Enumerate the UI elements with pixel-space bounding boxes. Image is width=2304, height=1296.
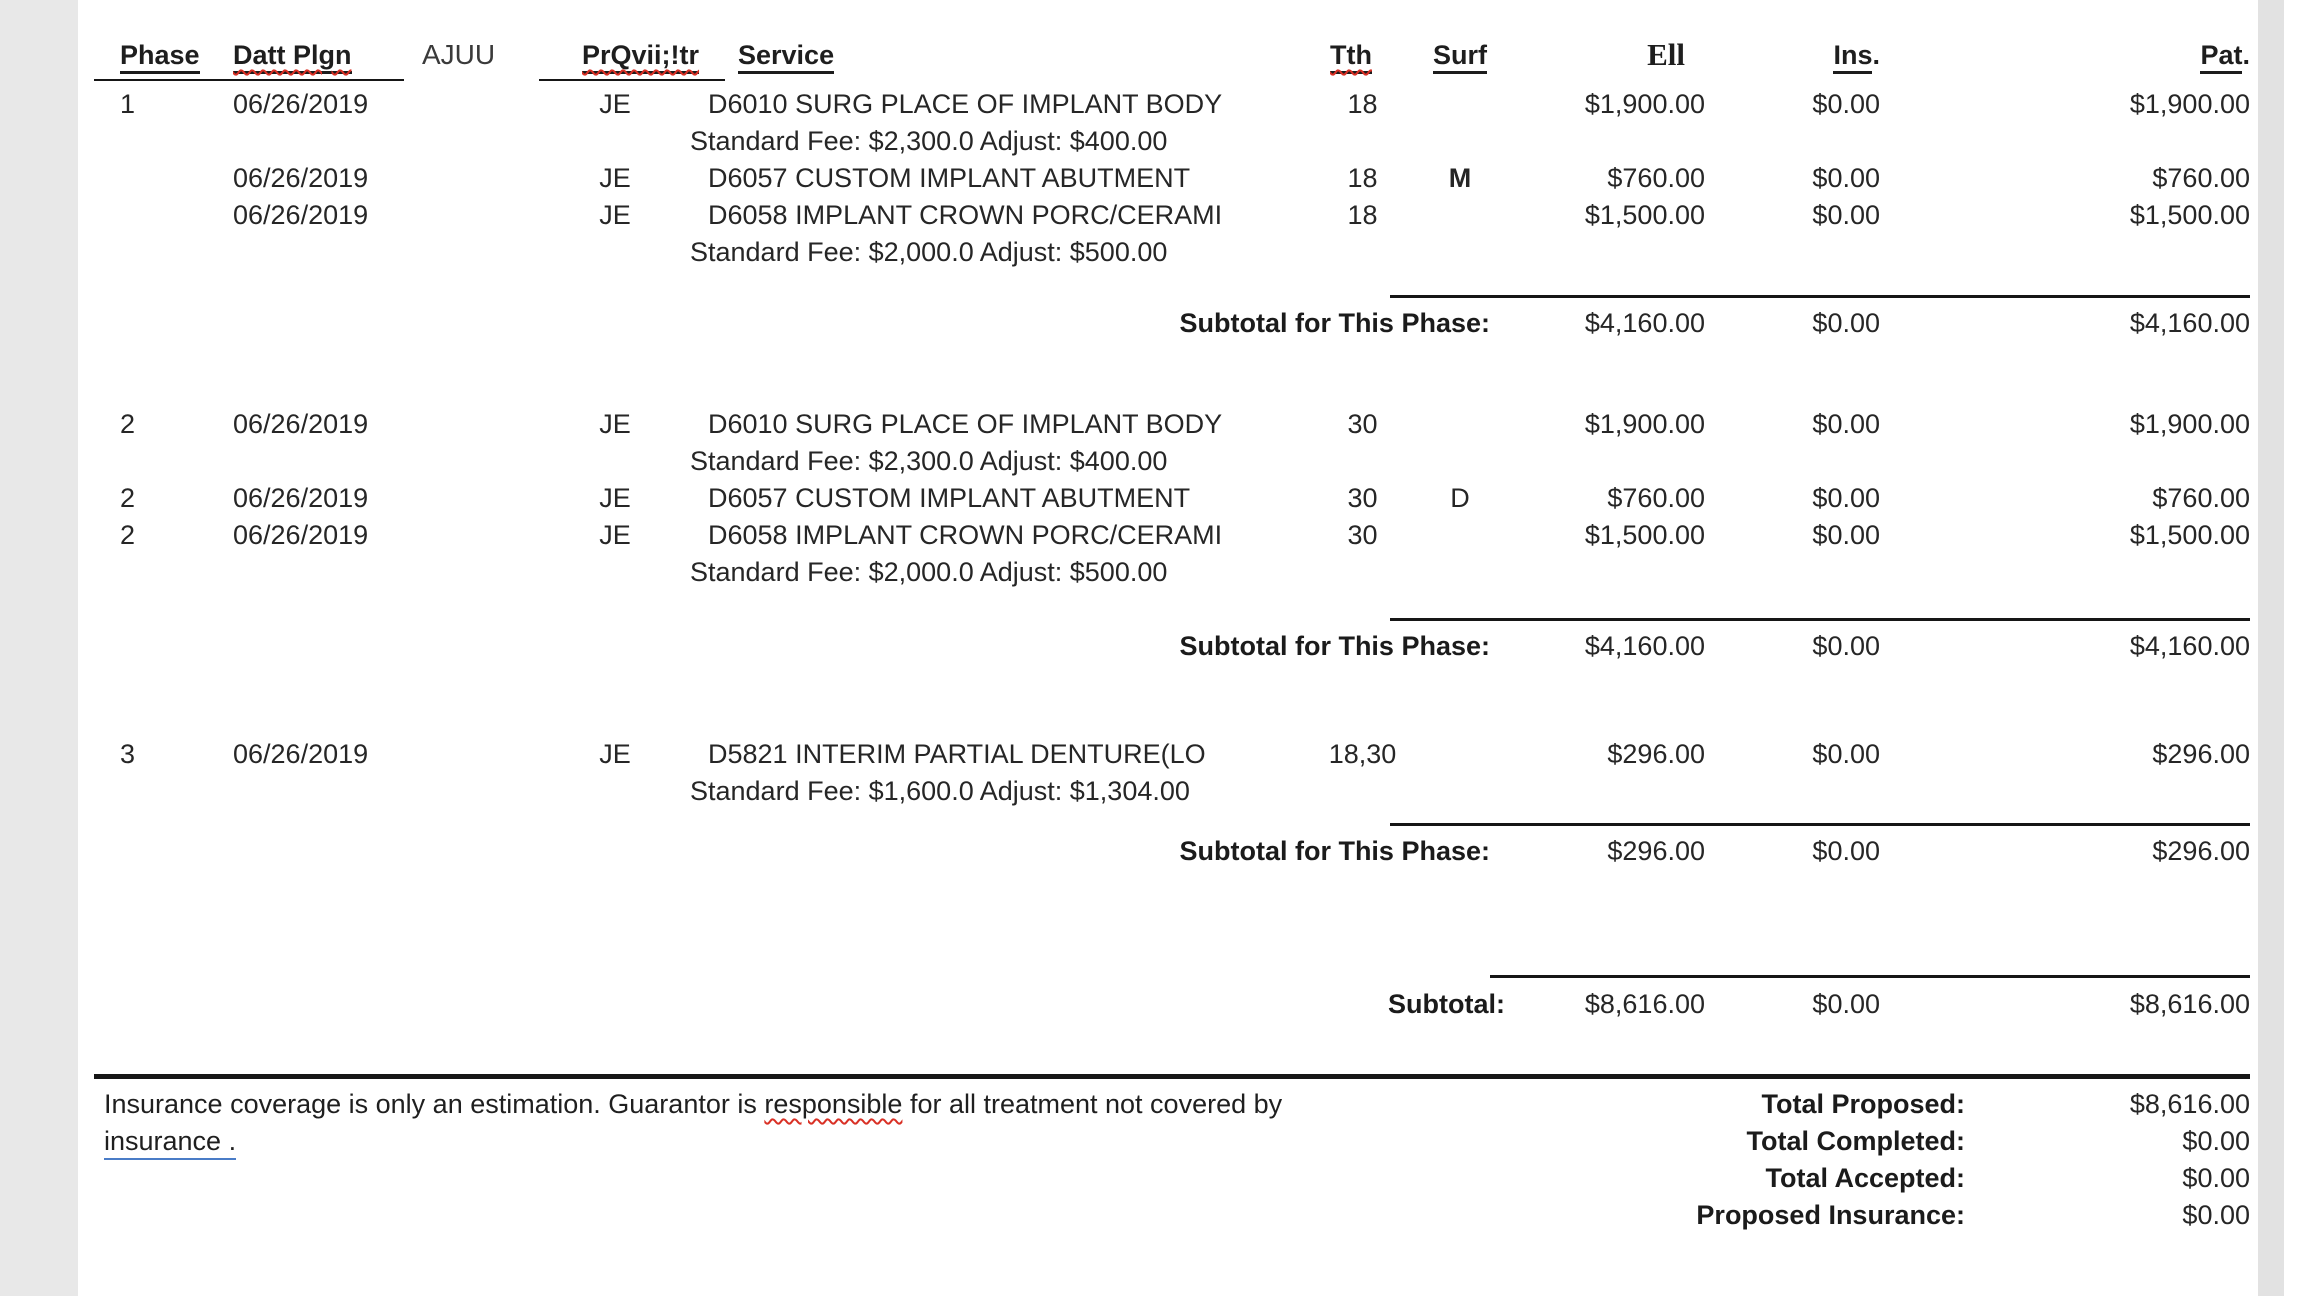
subtotal-patient: $296.00 [2152, 836, 2250, 866]
table-row [104, 160, 2250, 197]
cell-fee: $1,500.00 [1584, 520, 1705, 550]
header-underline-phase-date [94, 79, 404, 81]
cell-phase: 2 [120, 483, 136, 513]
cell-insurance: $0.00 [1812, 520, 1880, 550]
scrollbar-track[interactable] [2258, 0, 2284, 1296]
cell-tooth: 30 [1347, 483, 1378, 513]
grand-subtotal-row [104, 986, 2250, 1023]
subtotal-rule [1390, 618, 2250, 621]
grand-subtotal-patient: $8,616.00 [2129, 989, 2250, 1019]
cell-date: 06/26/2019 [233, 89, 369, 119]
table-row [104, 197, 2250, 234]
table-row [104, 517, 2250, 554]
cell-fee: $1,900.00 [1584, 409, 1705, 439]
cell-tooth: 30 [1347, 409, 1378, 439]
subtotal-rule [1390, 295, 2250, 298]
cell-tooth: 18 [1347, 163, 1378, 193]
subtotal-label: Subtotal for This Phase: [1179, 308, 1490, 338]
phase-subtotal-row [104, 833, 2250, 870]
grand-subtotal-rule [1490, 975, 2250, 978]
total-accepted-value: $0.00 [2182, 1163, 2250, 1193]
cell-surface: M [1448, 163, 1472, 193]
cell-provider: JE [599, 409, 631, 439]
column-header-phase: Phase [104, 34, 215, 76]
cell-date: 06/26/2019 [233, 739, 369, 769]
cell-service: D6058 IMPLANT CROWN PORC/CERAMI [708, 520, 1223, 550]
total-completed-value: $0.00 [2182, 1126, 2250, 1156]
phase-subtotal-row [104, 305, 2250, 342]
cell-patient: $296.00 [2152, 739, 2250, 769]
column-header-insurance: Ins. [1705, 34, 1880, 76]
column-header-tooth: Tth [1325, 34, 1400, 76]
footer-separator-rule [94, 1074, 2250, 1079]
standard-fee-note-row [104, 123, 2250, 160]
insurance-link[interactable]: insurance . [104, 1126, 236, 1160]
total-proposed-row [1400, 1086, 2250, 1123]
standard-fee-note: Standard Fee: $2,300.0 Adjust: $400.00 [690, 446, 1168, 476]
standard-fee-note-row [104, 773, 2250, 810]
standard-fee-note: Standard Fee: $1,600.0 Adjust: $1,304.00 [690, 776, 1190, 806]
cell-patient: $1,500.00 [2129, 520, 2250, 550]
cell-fee: $760.00 [1607, 483, 1705, 513]
total-completed-row [1400, 1123, 2250, 1160]
cell-provider: JE [599, 200, 631, 230]
subtotal-patient: $4,160.00 [2129, 308, 2250, 338]
cell-surface [1400, 517, 1520, 554]
subtotal-fee: $4,160.00 [1584, 308, 1705, 338]
cell-phase: 2 [120, 520, 136, 550]
subtotal-patient: $4,160.00 [2129, 631, 2250, 661]
table-row [104, 480, 2250, 517]
subtotal-rule [1390, 823, 2250, 826]
cell-provider: JE [599, 520, 631, 550]
cell-date: 06/26/2019 [233, 409, 369, 439]
phase-subtotal-row [104, 628, 2250, 665]
insurance-note-line1: Insurance coverage is only an estimation. Guarantor is responsible for all treatment not covered by [104, 1089, 1283, 1119]
table-row [104, 736, 2250, 773]
total-accepted-row [1400, 1160, 2250, 1197]
cell-tooth: 18,30 [1328, 739, 1397, 769]
cell-date: 06/26/2019 [233, 163, 369, 193]
cell-fee: $1,900.00 [1584, 89, 1705, 119]
cell-service: D6057 CUSTOM IMPLANT ABUTMENT [708, 483, 1191, 513]
proposed-insurance-row [1400, 1197, 2250, 1234]
cell-date: 06/26/2019 [233, 483, 369, 513]
misspelled-word: responsible [764, 1089, 903, 1119]
cell-insurance: $0.00 [1812, 409, 1880, 439]
cell-tooth: 18 [1347, 89, 1378, 119]
cell-service: D5821 INTERIM PARTIAL DENTURE(LO [708, 739, 1206, 769]
cell-provider: JE [599, 89, 631, 119]
total-proposed-label: Total Proposed: [1761, 1089, 1965, 1119]
subtotal-fee: $4,160.00 [1584, 631, 1705, 661]
cell-patient: $1,900.00 [2129, 89, 2250, 119]
table-row [104, 86, 2250, 123]
cell-provider: JE [599, 483, 631, 513]
subtotal-label: Subtotal for This Phase: [1179, 836, 1490, 866]
total-completed-label: Total Completed: [1746, 1126, 1965, 1156]
standard-fee-note: Standard Fee: $2,000.0 Adjust: $500.00 [690, 557, 1168, 587]
standard-fee-note: Standard Fee: $2,300.0 Adjust: $400.00 [690, 126, 1168, 156]
total-accepted-label: Total Accepted: [1765, 1163, 1965, 1193]
cell-provider: JE [599, 163, 631, 193]
table-row [104, 406, 2250, 443]
header-underline-provider [539, 79, 725, 81]
cell-insurance: $0.00 [1812, 200, 1880, 230]
cell-fee: $760.00 [1607, 163, 1705, 193]
cell-phase: 1 [120, 89, 136, 119]
totals-block [1400, 1086, 2250, 1234]
cell-fee: $296.00 [1607, 739, 1705, 769]
cell-tooth: 18 [1347, 200, 1378, 230]
total-proposed-value: $8,616.00 [2129, 1089, 2250, 1119]
cell-provider: JE [599, 739, 631, 769]
cell-insurance: $0.00 [1812, 89, 1880, 119]
cell-surface [1400, 197, 1520, 234]
proposed-insurance-value: $0.00 [2182, 1200, 2250, 1230]
column-header-patient: Pat. [1880, 34, 2250, 76]
cell-insurance: $0.00 [1812, 739, 1880, 769]
grand-subtotal-insurance: $0.00 [1812, 989, 1880, 1019]
standard-fee-note-row [104, 443, 2250, 480]
cell-service: D6010 SURG PLACE OF IMPLANT BODY [708, 89, 1223, 119]
proposed-insurance-label: Proposed Insurance: [1696, 1200, 1965, 1230]
column-header-date-plan: Datt Plgn [215, 34, 400, 76]
cell-service: D6057 CUSTOM IMPLANT ABUTMENT [708, 163, 1191, 193]
cell-phase: 2 [120, 409, 136, 439]
subtotal-insurance: $0.00 [1812, 631, 1880, 661]
column-header-ajuu: AJUU [422, 39, 496, 70]
column-header-fee: Ell [1647, 37, 1685, 72]
cell-patient: $760.00 [2152, 163, 2250, 193]
cell-fee: $1,500.00 [1584, 200, 1705, 230]
grand-subtotal-fee: $8,616.00 [1584, 989, 1705, 1019]
cell-tooth: 30 [1347, 520, 1378, 550]
cell-phase: 3 [120, 739, 136, 769]
cell-surface [1400, 736, 1520, 773]
column-header-provider: PrQvii;!tr [540, 34, 690, 76]
standard-fee-note-row [104, 554, 2250, 591]
table-header-row [104, 34, 2250, 76]
cell-surface: D [1450, 483, 1470, 513]
subtotal-insurance: $0.00 [1812, 308, 1880, 338]
cell-patient: $760.00 [2152, 483, 2250, 513]
cell-phase [104, 197, 215, 234]
column-header-surface: Surf [1400, 34, 1520, 76]
cell-service: D6010 SURG PLACE OF IMPLANT BODY [708, 409, 1223, 439]
column-header-service: Service [690, 34, 1325, 76]
cell-patient: $1,900.00 [2129, 409, 2250, 439]
cell-phase [104, 160, 215, 197]
grand-subtotal-label: Subtotal: [1388, 989, 1505, 1019]
cell-date: 06/26/2019 [233, 200, 369, 230]
cell-date: 06/26/2019 [233, 520, 369, 550]
cell-surface [1400, 86, 1520, 123]
cell-surface [1400, 406, 1520, 443]
standard-fee-note-row [104, 234, 2250, 271]
cell-service: D6058 IMPLANT CROWN PORC/CERAMI [708, 200, 1223, 230]
left-gray-margin [0, 0, 78, 1296]
insurance-note-line2 [104, 1123, 1504, 1160]
insurance-note [104, 1086, 1504, 1160]
subtotal-insurance: $0.00 [1812, 836, 1880, 866]
cell-insurance: $0.00 [1812, 163, 1880, 193]
subtotal-fee: $296.00 [1607, 836, 1705, 866]
standard-fee-note: Standard Fee: $2,000.0 Adjust: $500.00 [690, 237, 1168, 267]
cell-patient: $1,500.00 [2129, 200, 2250, 230]
cell-insurance: $0.00 [1812, 483, 1880, 513]
subtotal-label: Subtotal for This Phase: [1179, 631, 1490, 661]
